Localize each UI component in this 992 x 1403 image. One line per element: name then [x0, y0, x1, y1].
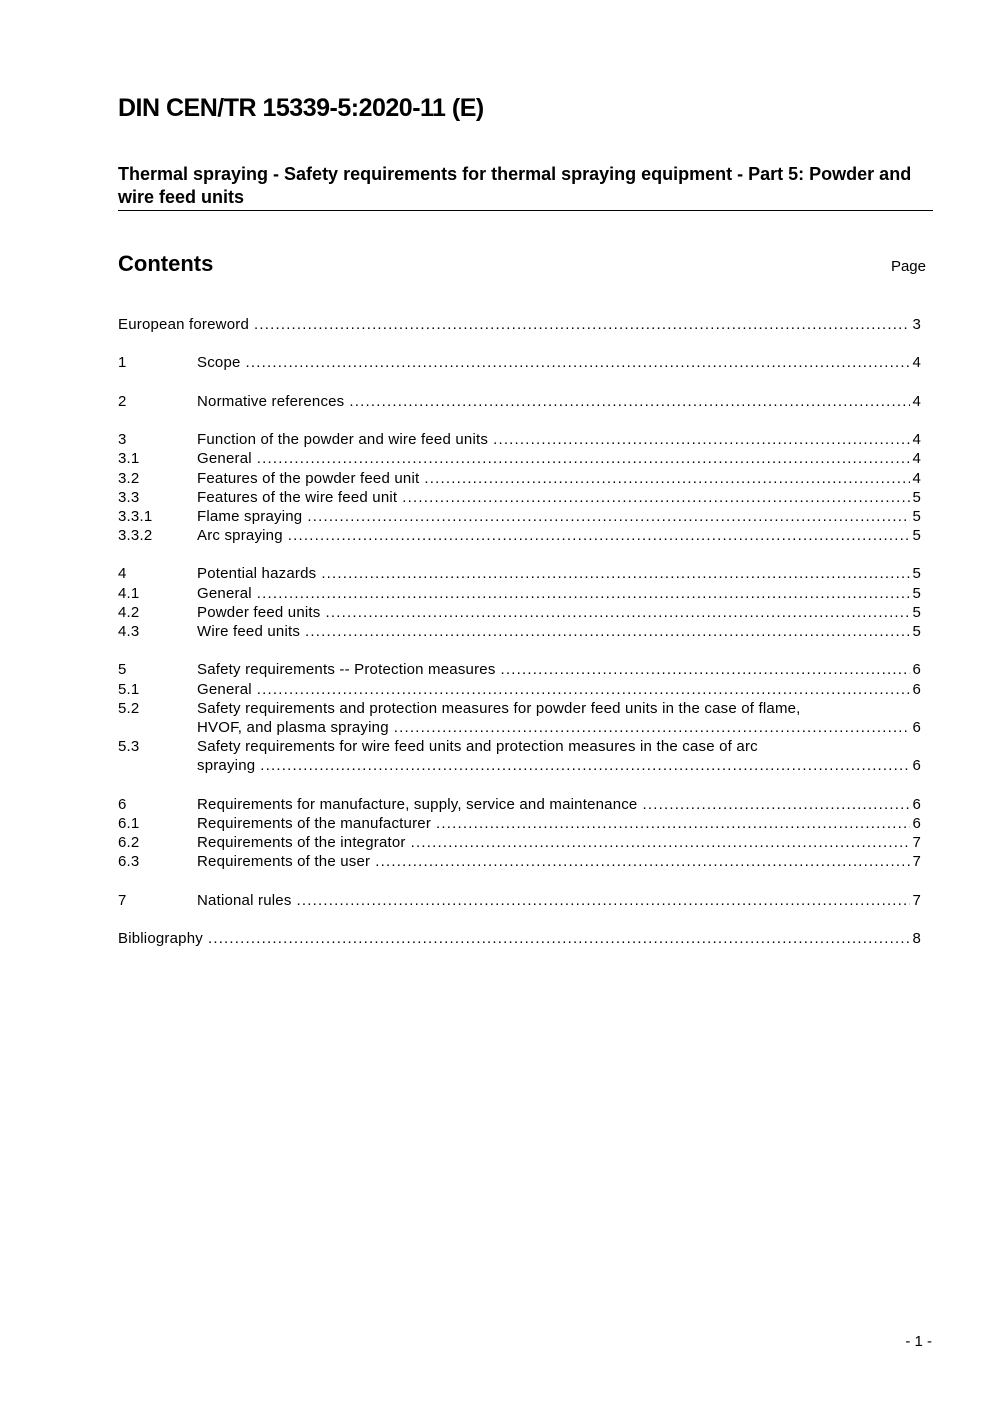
toc-entry-number: 3.1 [118, 450, 140, 468]
toc-entry[interactable] [118, 315, 921, 334]
toc-group [118, 392, 921, 411]
toc-entry-page: 4 [912, 431, 921, 449]
toc-entry-number: 2 [118, 392, 127, 410]
toc-entry[interactable] [118, 929, 921, 948]
toc-entry-title: Potential hazards [197, 565, 317, 583]
toc-entry[interactable] [118, 814, 921, 833]
toc-entry-number: 6.2 [118, 834, 140, 852]
toc-dot-leader [402, 488, 910, 507]
toc-entry-number: 4.1 [118, 584, 140, 602]
toc-entry-page: 5 [912, 565, 921, 583]
toc-entry-page: 4 [912, 392, 921, 410]
toc-entry[interactable] [118, 392, 921, 411]
toc-group [118, 795, 921, 872]
toc-entry-line[interactable] [118, 699, 921, 718]
toc-entry-page: 4 [912, 354, 921, 372]
toc-entry-page: 6 [912, 814, 921, 832]
toc-entry-title: Flame spraying [197, 507, 303, 525]
toc-entry[interactable] [118, 603, 921, 622]
toc-entry[interactable] [118, 756, 921, 775]
toc-dot-leader [436, 814, 910, 833]
footer-page-number: - 1 - [905, 1333, 932, 1350]
toc-dot-leader [208, 929, 911, 948]
toc-entry-page: 6 [912, 757, 921, 775]
toc-dot-leader [325, 603, 910, 622]
toc-entry-page: 4 [912, 450, 921, 468]
toc-entry-page: 3 [912, 316, 921, 333]
toc-dot-leader [424, 469, 910, 488]
toc-entry-number: 5.2 [118, 699, 140, 717]
toc-entry-number: 3.3.1 [118, 507, 153, 525]
toc-entry-page: 5 [912, 584, 921, 602]
toc-entry-number: 5.3 [118, 738, 140, 756]
toc-dot-leader [260, 756, 910, 775]
toc-dot-leader [321, 564, 910, 583]
toc-dot-leader [246, 353, 911, 372]
toc-entry-title: General [197, 584, 252, 602]
toc-entry-number: 3.3 [118, 488, 140, 506]
toc-entry-number: 4.2 [118, 603, 140, 621]
toc-entry[interactable] [118, 564, 921, 583]
toc-entry-title: Safety requirements and protection measures for powder feed units in the case of flame, [197, 699, 801, 717]
toc-entry-title: Scope [197, 354, 241, 372]
toc-entry-number: 6.3 [118, 853, 140, 871]
toc-entry[interactable] [118, 488, 921, 507]
toc-dot-leader [411, 833, 911, 852]
toc-entry-page: 5 [912, 527, 921, 545]
toc-entry-page: 5 [912, 488, 921, 506]
toc-entry-title: Bibliography [118, 930, 203, 947]
toc-entry-number: 3.3.2 [118, 527, 153, 545]
toc-dot-leader [297, 891, 911, 910]
toc-group [118, 564, 921, 641]
toc-entry-title: Wire feed units [197, 623, 301, 640]
toc-entry-page: 7 [912, 891, 921, 909]
toc-entry-title: spraying [197, 757, 256, 775]
toc-group [118, 315, 921, 334]
toc-dot-leader [257, 449, 911, 468]
toc-entry-title: Safety requirements for wire feed units and protection measures in the case of arc [197, 738, 758, 756]
toc-entry-number: 4.3 [118, 623, 140, 640]
toc-entry-page: 6 [912, 795, 921, 813]
toc-entry-page: 5 [912, 623, 921, 640]
toc-entry-page: 8 [912, 930, 921, 947]
toc-entry-page: 5 [912, 603, 921, 621]
title-divider [118, 210, 933, 211]
toc-entry[interactable] [118, 718, 921, 737]
toc-entry[interactable] [118, 430, 921, 449]
toc-entry-title: Requirements of the user [197, 853, 371, 871]
toc-entry-number: 3 [118, 431, 127, 449]
toc-entry-title: Features of the wire feed unit [197, 488, 398, 506]
page-column-label: Page [890, 258, 926, 275]
toc-entry-page: 6 [912, 680, 921, 698]
toc-group [118, 891, 921, 910]
toc-dot-leader [375, 852, 910, 871]
toc-dot-leader [307, 507, 910, 526]
toc-entry[interactable] [118, 680, 921, 699]
contents-heading: Contents [118, 251, 214, 276]
toc-entry-title: Requirements for manufacture, supply, service and maintenance [197, 795, 638, 813]
toc-entry-title: Arc spraying [197, 527, 283, 545]
toc-entry-title: National rules [197, 891, 292, 909]
toc-entry[interactable] [118, 833, 921, 852]
toc-entry-title: General [197, 450, 252, 468]
toc-entry-title: Safety requirements -- Protection measures [197, 661, 496, 679]
toc-entry[interactable] [118, 353, 921, 372]
toc-entry-title: Features of the powder feed unit [197, 469, 420, 487]
toc-entry[interactable] [118, 891, 921, 910]
toc-entry-page: 5 [912, 507, 921, 525]
toc-dot-leader [493, 430, 910, 449]
document-id: DIN CEN/TR 15339-5:2020-11 (E) [118, 94, 484, 122]
toc-dot-leader [257, 680, 911, 699]
toc-dot-leader [349, 392, 910, 411]
toc-dot-leader [642, 795, 910, 814]
toc-entry-number: 4 [118, 565, 127, 583]
toc-entry-title: Requirements of the integrator [197, 834, 406, 852]
toc-entry-number: 1 [118, 354, 127, 372]
toc-entry-page: 7 [912, 853, 921, 871]
toc-entry-page: 4 [912, 469, 921, 487]
toc-entry-line[interactable] [118, 737, 921, 756]
toc-entry-title: Requirements of the manufacturer [197, 814, 432, 832]
toc-entry-page: 7 [912, 834, 921, 852]
toc-entry[interactable] [118, 469, 921, 488]
toc-group [118, 430, 921, 545]
toc-entry[interactable] [118, 660, 921, 679]
toc-entry[interactable] [118, 622, 921, 641]
toc-dot-leader [501, 660, 911, 679]
toc-entry-number: 5.1 [118, 680, 140, 698]
toc-entry-number: 5 [118, 661, 127, 679]
document-subtitle: Thermal spraying - Safety requirements for thermal spraying equipment - Part 5: Powder and wire feed units [118, 164, 912, 207]
toc-entry-title: Normative references [197, 392, 345, 410]
toc-entry[interactable] [118, 507, 921, 526]
toc-entry-title: General [197, 680, 252, 698]
toc-entry-page: 6 [912, 661, 921, 679]
toc-entry-title: European foreword [118, 316, 249, 333]
toc-group [118, 660, 921, 775]
toc-entry[interactable] [118, 526, 921, 545]
toc-entry-number: 6.1 [118, 814, 140, 832]
toc-dot-leader [257, 584, 911, 603]
toc-entry-title: Function of the powder and wire feed units [197, 431, 489, 449]
toc-dot-leader [254, 315, 910, 334]
toc-group [118, 929, 921, 948]
toc-entry-title: Powder feed units [197, 603, 321, 621]
toc-entry-number: 6 [118, 795, 127, 813]
toc-entry[interactable] [118, 795, 921, 814]
toc-entry-number: 3.2 [118, 469, 140, 487]
toc-entry-title: HVOF, and plasma spraying [197, 718, 389, 736]
toc-group [118, 353, 921, 372]
toc-entry[interactable] [118, 449, 921, 468]
toc-entry-page: 6 [912, 718, 921, 736]
toc-entry[interactable] [118, 852, 921, 871]
toc-entry[interactable] [118, 584, 921, 603]
toc-dot-leader [394, 718, 911, 737]
toc-dot-leader [305, 622, 910, 641]
toc-entry-number: 7 [118, 891, 127, 909]
toc-dot-leader [288, 526, 911, 545]
table-of-contents [118, 315, 921, 967]
